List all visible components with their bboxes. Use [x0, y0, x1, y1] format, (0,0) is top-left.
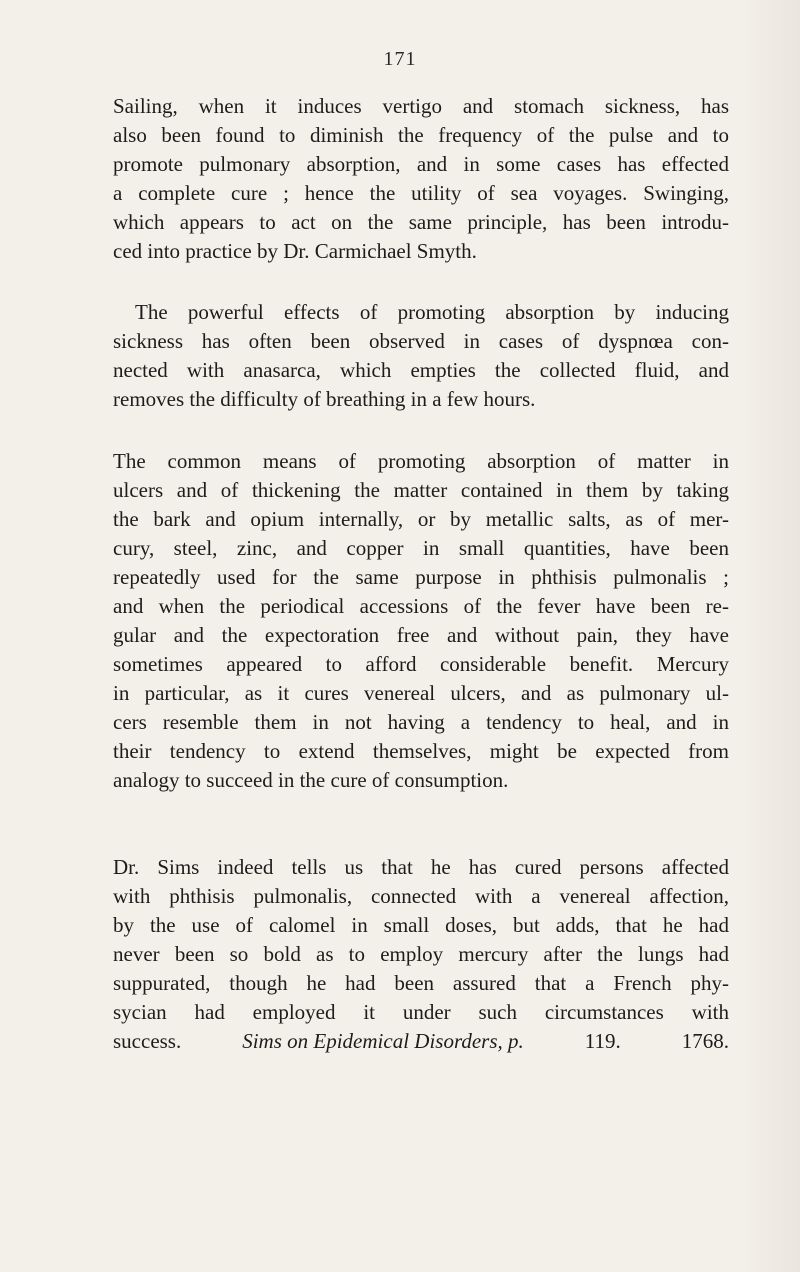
text-line: cers resemble them in not having a tendency to heal, and in [113, 710, 729, 734]
page-edge-shadow [740, 0, 800, 1272]
text-line: sycian had employed it under such circumstances with [113, 1000, 729, 1024]
text-line: also been found to diminish the frequency of the pulse and to [113, 123, 729, 147]
text-line: with phthisis pulmonalis, connected with a venereal affection, [113, 884, 729, 908]
citation-year: 1768. [681, 1029, 729, 1053]
text-line: sometimes appeared to afford considerable benefit. Mercury [113, 652, 729, 676]
text-line: nected with anasarca, which empties the collected fluid, and [113, 358, 729, 382]
text-line: in particular, as it cures venereal ulcers, and as pulmonary ul- [113, 681, 729, 705]
text-line: gular and the expectoration free and without pain, they have [113, 623, 729, 647]
text-line: which appears to act on the same principle, has been introdu- [113, 210, 729, 234]
text-line: cury, steel, zinc, and copper in small quantities, have been [113, 536, 729, 560]
text-line: analogy to succeed in the cure of consumption. [113, 768, 509, 792]
page-number: 171 [383, 48, 417, 70]
citation-page: 119. [584, 1029, 621, 1053]
paragraph-sims [113, 853, 729, 1056]
text-line-end: success. [113, 1029, 182, 1053]
text-line: Sailing, when it induces vertigo and stomach sickness, has [113, 94, 729, 118]
text-line: removes the difficulty of breathing in a few hours. [113, 387, 536, 411]
text-line: sickness has often been observed in cases of dyspnœa con- [113, 329, 729, 353]
text-line: ced into practice by Dr. Carmichael Smyth. [113, 239, 477, 263]
text-line: a complete cure ; hence the utility of sea voyages. Swinging, [113, 181, 729, 205]
text-line: by the use of calomel in small doses, but adds, that he had [113, 913, 729, 937]
text-line: the bark and opium internally, or by metallic salts, as of mer- [113, 507, 729, 531]
text-line: The common means of promoting absorption of matter in [113, 449, 729, 473]
paragraph-sailing [113, 92, 729, 266]
text-line: The powerful effects of promoting absorption by inducing [135, 300, 729, 324]
text-line: ulcers and of thickening the matter contained in them by taking [113, 478, 729, 502]
paragraph-sickness [113, 298, 729, 414]
text-line: suppurated, though he had been assured that a French phy- [113, 971, 729, 995]
text-line: promote pulmonary absorption, and in some cases has effected [113, 152, 729, 176]
citation-line [113, 1027, 729, 1056]
paragraph-absorption [113, 447, 729, 795]
text-line: repeatedly used for the same purpose in phthisis pulmonalis ; [113, 565, 729, 589]
text-line: Dr. Sims indeed tells us that he has cured persons affected [113, 855, 729, 879]
text-line: and when the periodical accessions of the fever have been re- [113, 594, 729, 618]
citation-reference: Sims on Epidemical Disorders, p. [242, 1029, 524, 1053]
text-line: never been so bold as to employ mercury after the lungs had [113, 942, 729, 966]
text-line: their tendency to extend themselves, might be expected from [113, 739, 729, 763]
